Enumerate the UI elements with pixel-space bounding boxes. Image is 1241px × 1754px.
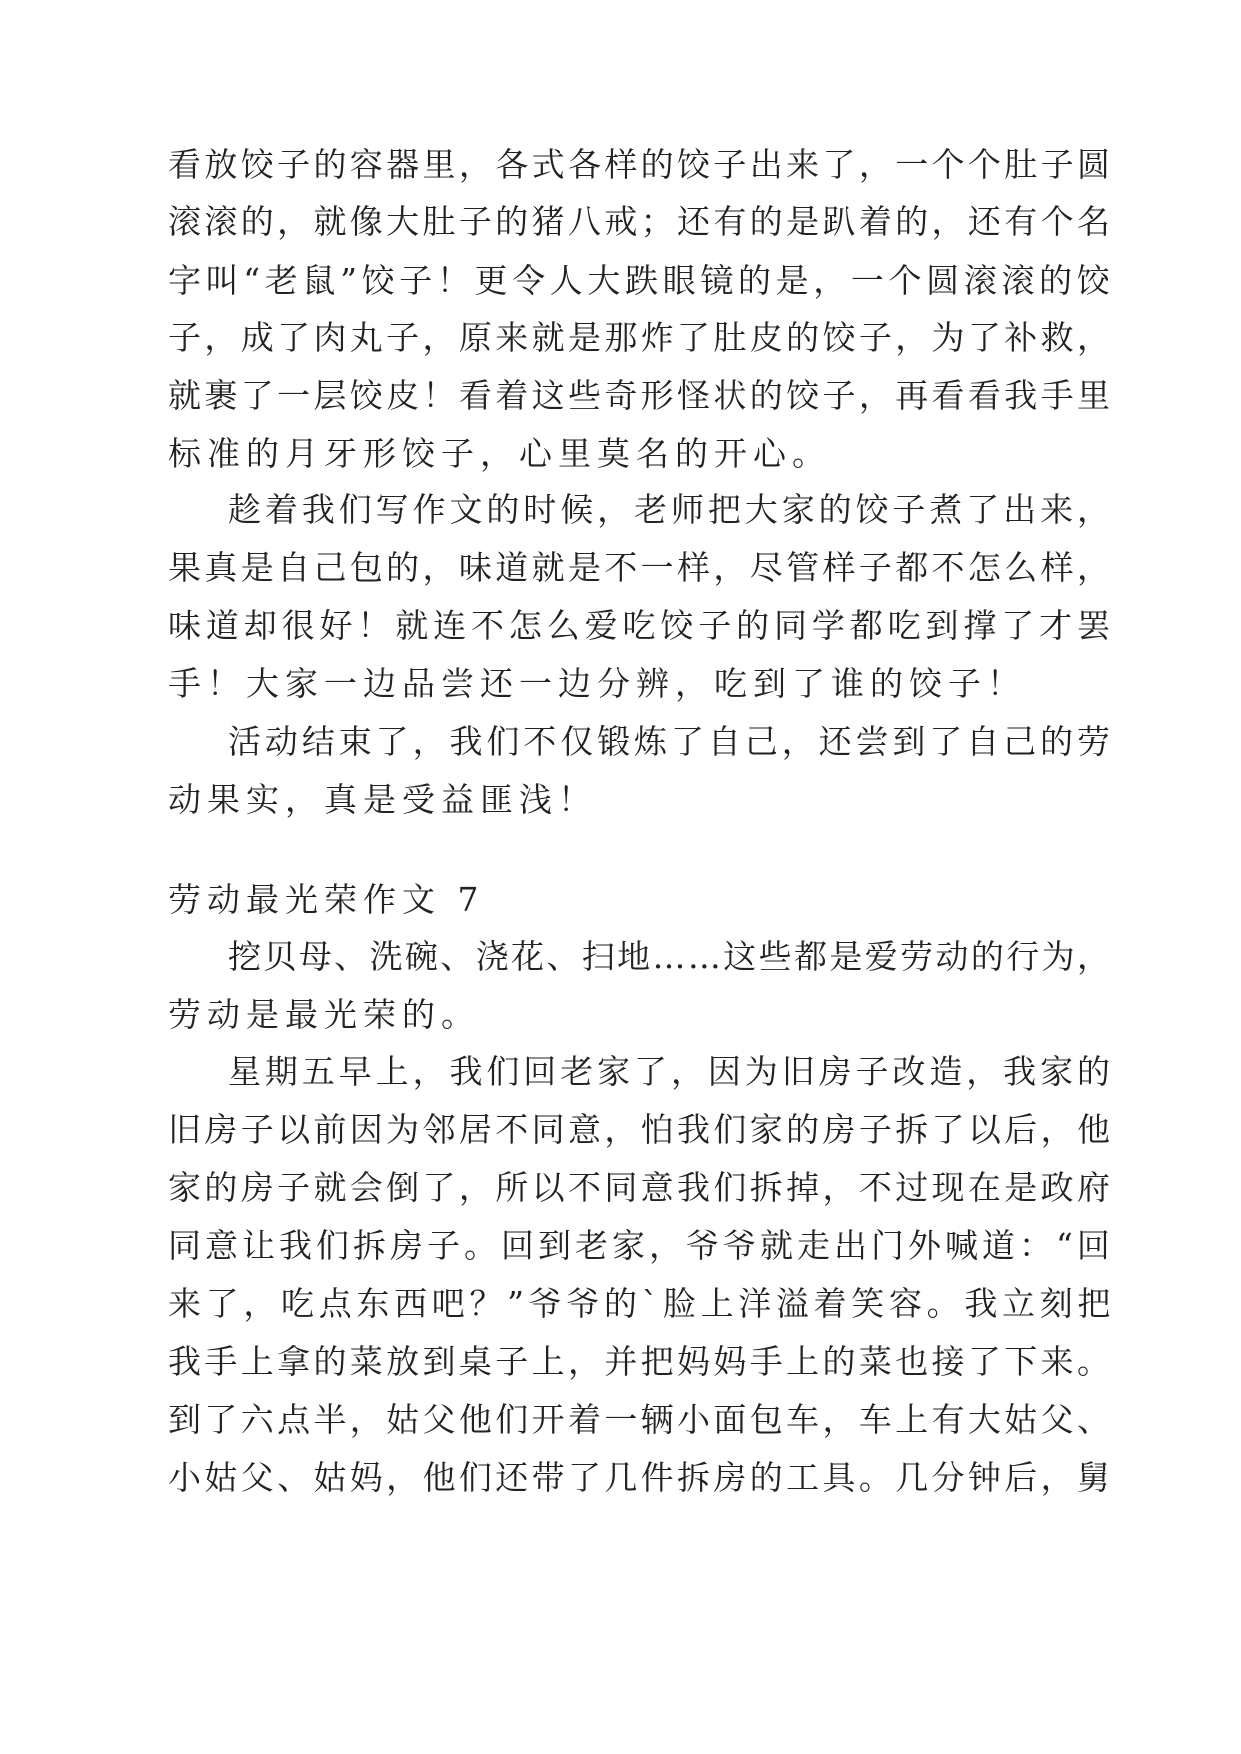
text-line: 味道却很好！就连不怎么爱吃饺子的同学都吃到撑了才罢	[168, 606, 1115, 645]
text-line: 小姑父、姑妈，他们还带了几件拆房的工具。几分钟后，舅	[168, 1458, 1114, 1497]
text-line: 子，成了肉丸子，原来就是那炸了肚皮的饺子，为了补救，	[168, 318, 1114, 357]
text-line: 动果实，真是受益匪浅！	[168, 780, 597, 819]
paragraph-first-line: 星期五早上，我们回老家了，因为旧房子改造，我家的	[228, 1052, 1114, 1091]
text-line: 手！大家一边品尝还一边分辨，吃到了谁的饺子！	[168, 664, 1026, 703]
paragraph-first-line: 活动结束了，我们不仅锻炼了自己，还尝到了自己的劳	[228, 722, 1114, 761]
text-line: 字叫“老鼠”饺子！更令人大跌眼镜的是，一个圆滚滚的饺	[168, 261, 1115, 300]
text-line: 就裹了一层饺皮！看着这些奇形怪状的饺子，再看看我手里	[168, 376, 1114, 415]
text-line: 劳动是最光荣的。	[168, 995, 480, 1034]
text-line: 滚滚的，就像大肚子的猪八戒；还有的是趴着的，还有个名	[168, 202, 1114, 241]
text-line: 看放饺子的容器里，各式各样的饺子出来了，一个个肚子圆	[168, 145, 1114, 184]
text-line: 到了六点半，姑父他们开着一辆小面包车，车上有大姑父、	[168, 1400, 1114, 1439]
text-line: 我手上拿的菜放到桌子上，并把妈妈手上的菜也接了下来。	[168, 1342, 1114, 1381]
text-line: 来了，吃点东西吧？”爷爷的`脸上洋溢着笑容。我立刻把	[168, 1284, 1116, 1323]
text-line: 同意让我们拆房子。回到老家，爷爷就走出门外喊道：“回	[168, 1226, 1114, 1265]
paragraph-first-line: 挖贝母、洗碗、浇花、扫地……这些都是爱劳动的行为，	[228, 937, 1113, 976]
text-line: 家的房子就会倒了，所以不同意我们拆掉，不过现在是政府	[168, 1168, 1114, 1207]
text-line: 标准的月牙形饺子，心里莫名的开心。	[168, 434, 831, 473]
text-line: 旧房子以前因为邻居不同意，怕我们家的房子拆了以后，他	[168, 1110, 1114, 1149]
paragraph-first-line: 趁着我们写作文的时候，老师把大家的饺子煮了出来，	[228, 490, 1114, 529]
text-line: 果真是自己包的，味道就是不一样，尽管样子都不怎么样，	[168, 548, 1114, 587]
section-title: 劳动最光荣作文 7	[168, 880, 485, 919]
